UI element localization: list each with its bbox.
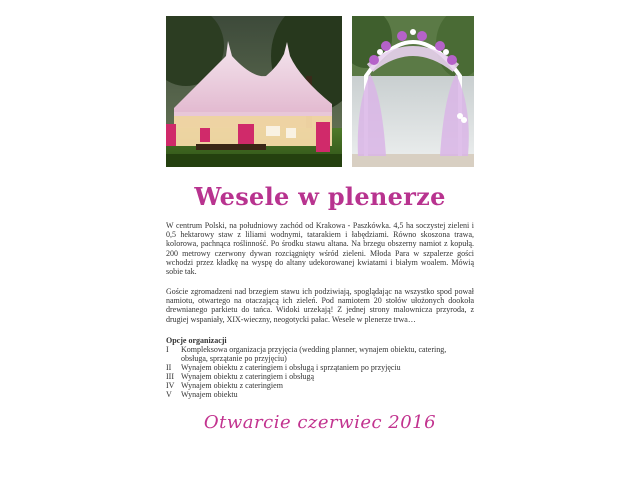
opening-date-footer: Otwarcie czerwiec 2016 xyxy=(203,412,437,433)
guests-paragraph: Goście zgromadzeni nad brzegiem stawu ich podziwiają, spoglądając na wszystko spod pował namiotu, otwartego na otaczającą ich zieleń. Pod namiotem 20 stołów ułożonych dookoła drewnianego parkietu do tańca. Widoki urzekają! Z jednej strony malownicza przyroda, z drugiej wspaniały, XIX-wieczny, neogotycki pałac. Wesele w plenerze trwa… xyxy=(166,287,474,324)
list-item xyxy=(166,381,474,390)
option-text: Wynajem obiektu xyxy=(181,390,238,399)
option-number: III xyxy=(166,372,174,381)
page-title: Wesele w plenerze xyxy=(194,182,446,211)
option-text: Kompleksowa organizacja przyjęcia (wedding planner, wynajem obiektu, catering, obsługa, sprzątanie po przyjęciu) xyxy=(181,345,447,363)
option-number: II xyxy=(166,363,172,372)
option-text: Wynajem obiektu z cateringiem xyxy=(181,381,283,390)
option-text: Wynajem obiektu z cateringiem i obsługą xyxy=(181,372,315,381)
option-text: Wynajem obiektu z cateringiem i obsługą i sprzątaniem po przyjęciu xyxy=(181,363,401,372)
wedding-tent-photo-icon xyxy=(166,16,342,167)
list-item xyxy=(166,372,474,381)
list-item xyxy=(166,345,474,363)
options-heading: Opcje organizacji xyxy=(166,336,227,345)
intro-paragraph: W centrum Polski, na południowy zachód od Krakowa - Paszkówka. 4,5 ha soczystej zieleni i 0,5 hektarowy staw z liliami wodnymi, tatarakiem i łabędziami. Równo skoszona trawa, kolorowa, pachnąca roślinność. Po środku stawu altana. Na brzegu obszerny namiot z kopułą. 200 metrowy czerwony dywan rozciągnięty wśród zieleni. Młoda Para w szpalerze gości wchodzi przez kładkę na wyspę do altany udekorowanej kwiatami i białym woalem. Mówią sobie tak. xyxy=(166,221,474,277)
list-item xyxy=(166,390,474,399)
list-item xyxy=(166,363,474,372)
options-list xyxy=(166,336,474,399)
flower-arch-photo-icon xyxy=(352,16,474,167)
option-number: V xyxy=(166,390,172,399)
option-number: IV xyxy=(166,381,175,390)
option-number: I xyxy=(166,345,169,354)
